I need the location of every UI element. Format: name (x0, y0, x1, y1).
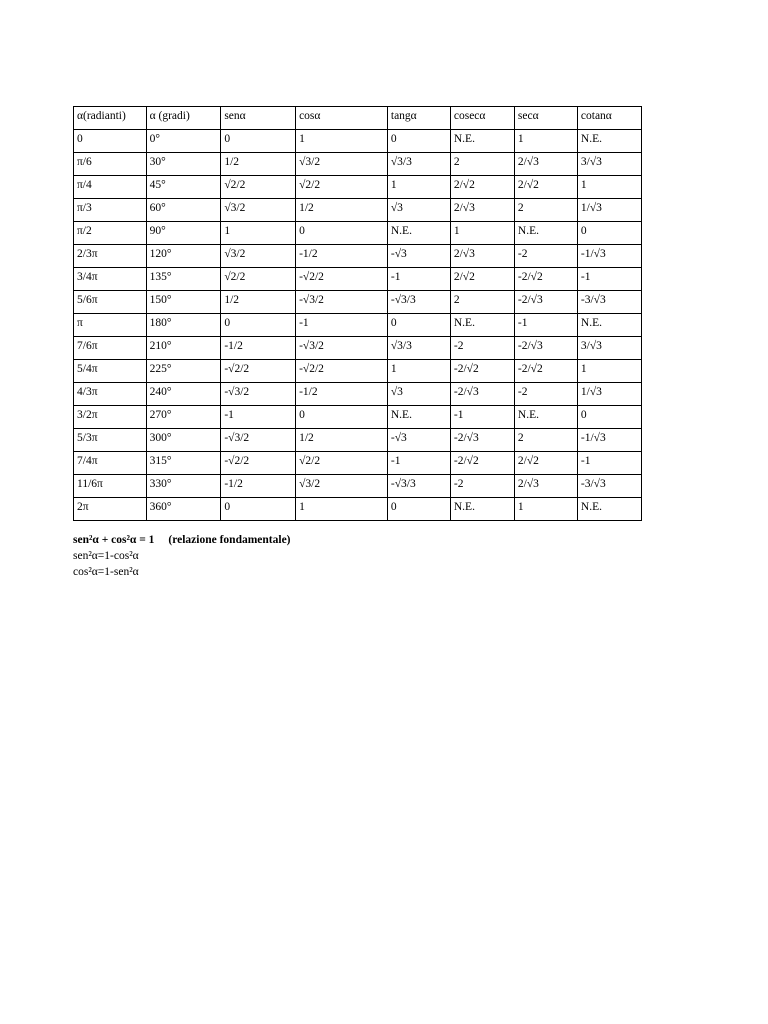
cell-csc: 1 (450, 222, 514, 245)
cell-tan: -1 (387, 268, 450, 291)
cell-radians: 7/4π (74, 452, 147, 475)
cell-sec: -2/√2 (514, 360, 577, 383)
cell-csc: -2 (450, 337, 514, 360)
cell-cos: -1/2 (296, 245, 388, 268)
cell-cot: 0 (577, 222, 641, 245)
cell-degrees: 120° (146, 245, 221, 268)
cell-tan: -√3/3 (387, 291, 450, 314)
cell-sin: 0 (221, 498, 296, 521)
sin-squared-formula: sen²α=1-cos²α (73, 550, 139, 562)
cell-cot: -1/√3 (577, 245, 641, 268)
cell-sin: √2/2 (221, 176, 296, 199)
cell-cot: -1/√3 (577, 429, 641, 452)
fundamental-relation (73, 532, 291, 548)
cell-degrees: 315° (146, 452, 221, 475)
header-csc: cosecα (450, 107, 514, 130)
cell-sin: 0 (221, 130, 296, 153)
cell-radians: 3/2π (74, 406, 147, 429)
cell-radians: 3/4π (74, 268, 147, 291)
cell-tan: -1 (387, 452, 450, 475)
cell-cos: 1/2 (296, 199, 388, 222)
cell-sec: 2 (514, 199, 577, 222)
table-row (74, 498, 642, 521)
cell-radians: π/3 (74, 199, 147, 222)
cell-radians: π/4 (74, 176, 147, 199)
fundamental-formula: sen²α + cos²α = 1 (73, 534, 155, 546)
cell-sin: -1 (221, 406, 296, 429)
cell-radians: 0 (74, 130, 147, 153)
cell-sin: -√3/2 (221, 383, 296, 406)
cell-sin: √3/2 (221, 245, 296, 268)
cell-tan: N.E. (387, 222, 450, 245)
cell-cos: √3/2 (296, 153, 388, 176)
cell-degrees: 240° (146, 383, 221, 406)
cell-radians: 11/6π (74, 475, 147, 498)
cell-radians: 7/6π (74, 337, 147, 360)
cell-csc: -2/√3 (450, 429, 514, 452)
cell-cot: N.E. (577, 498, 641, 521)
cell-degrees: 225° (146, 360, 221, 383)
cell-cos: -1/2 (296, 383, 388, 406)
cell-cos: -√3/2 (296, 337, 388, 360)
cell-degrees: 330° (146, 475, 221, 498)
cell-radians: π/6 (74, 153, 147, 176)
table-row (74, 222, 642, 245)
cell-sec: -2 (514, 383, 577, 406)
cell-tan: N.E. (387, 406, 450, 429)
cell-cot: -3/√3 (577, 291, 641, 314)
table-row (74, 153, 642, 176)
table-row (74, 199, 642, 222)
cell-tan: 0 (387, 314, 450, 337)
cell-cos: √2/2 (296, 452, 388, 475)
cell-tan: -√3 (387, 429, 450, 452)
table-row (74, 268, 642, 291)
cell-degrees: 150° (146, 291, 221, 314)
cell-tan: √3 (387, 383, 450, 406)
header-degrees: α (gradi) (146, 107, 221, 130)
cell-degrees: 360° (146, 498, 221, 521)
cell-cos: 0 (296, 406, 388, 429)
cell-radians: 4/3π (74, 383, 147, 406)
cell-tan: -√3 (387, 245, 450, 268)
formulas-block (73, 532, 291, 580)
cell-sin: -√2/2 (221, 452, 296, 475)
cell-degrees: 210° (146, 337, 221, 360)
trig-values-table (73, 106, 642, 521)
cell-radians: 2/3π (74, 245, 147, 268)
cell-sec: 1 (514, 498, 577, 521)
table-row (74, 360, 642, 383)
table-row (74, 337, 642, 360)
cos-squared-formula: cos²α=1-sen²α (73, 566, 139, 578)
cell-radians: π/2 (74, 222, 147, 245)
cell-csc: 2 (450, 153, 514, 176)
cell-tan: 0 (387, 498, 450, 521)
cell-cos: √3/2 (296, 475, 388, 498)
cell-cos: 1 (296, 130, 388, 153)
cell-csc: -2/√2 (450, 360, 514, 383)
cell-cos: -√2/2 (296, 268, 388, 291)
cell-sec: -1 (514, 314, 577, 337)
cell-csc: 2/√3 (450, 199, 514, 222)
cell-cot: 1 (577, 360, 641, 383)
cell-cot: -3/√3 (577, 475, 641, 498)
cell-cot: 1 (577, 176, 641, 199)
cell-sin: -1/2 (221, 475, 296, 498)
cell-tan: √3 (387, 199, 450, 222)
cell-degrees: 60° (146, 199, 221, 222)
cell-tan: √3/3 (387, 153, 450, 176)
cell-sec: 2/√3 (514, 475, 577, 498)
cell-radians: 5/4π (74, 360, 147, 383)
cell-degrees: 180° (146, 314, 221, 337)
cell-sec: 2/√2 (514, 452, 577, 475)
table-row (74, 452, 642, 475)
cell-sec: 2/√2 (514, 176, 577, 199)
cell-tan: 0 (387, 130, 450, 153)
cell-degrees: 45° (146, 176, 221, 199)
cell-cos: 1/2 (296, 429, 388, 452)
table-row (74, 176, 642, 199)
cell-cos: -√2/2 (296, 360, 388, 383)
table-row (74, 314, 642, 337)
cell-csc: -2 (450, 475, 514, 498)
cell-cot: 3/√3 (577, 337, 641, 360)
table-row (74, 429, 642, 452)
cell-sec: N.E. (514, 222, 577, 245)
cell-degrees: 135° (146, 268, 221, 291)
cell-csc: 2/√2 (450, 268, 514, 291)
cell-radians: 5/3π (74, 429, 147, 452)
header-cos: cosα (296, 107, 388, 130)
cell-csc: 2 (450, 291, 514, 314)
cell-radians: 5/6π (74, 291, 147, 314)
cell-cot: N.E. (577, 130, 641, 153)
table-row (74, 245, 642, 268)
cell-sec: -2 (514, 245, 577, 268)
cell-cot: N.E. (577, 314, 641, 337)
cell-csc: 2/√2 (450, 176, 514, 199)
table-row (74, 406, 642, 429)
cell-degrees: 270° (146, 406, 221, 429)
cell-cos: √2/2 (296, 176, 388, 199)
cell-tan: √3/3 (387, 337, 450, 360)
cell-cot: 1/√3 (577, 383, 641, 406)
table-row (74, 291, 642, 314)
cell-sec: N.E. (514, 406, 577, 429)
cell-sin: 1 (221, 222, 296, 245)
table-row (74, 130, 642, 153)
cell-cos: -1 (296, 314, 388, 337)
fundamental-note: (relazione fondamentale) (168, 534, 291, 546)
cell-csc: N.E. (450, 130, 514, 153)
cell-tan: 1 (387, 360, 450, 383)
cell-csc: -2/√3 (450, 383, 514, 406)
cell-sin: -1/2 (221, 337, 296, 360)
cell-degrees: 300° (146, 429, 221, 452)
cell-degrees: 30° (146, 153, 221, 176)
table-row (74, 475, 642, 498)
cell-sin: -√3/2 (221, 429, 296, 452)
header-cot: cotanα (577, 107, 641, 130)
cell-cot: 1/√3 (577, 199, 641, 222)
cell-sin: 1/2 (221, 291, 296, 314)
cell-sec: 1 (514, 130, 577, 153)
cell-sec: 2 (514, 429, 577, 452)
cell-csc: N.E. (450, 498, 514, 521)
table-header-row (74, 107, 642, 130)
header-sin: senα (221, 107, 296, 130)
header-radians: α(radianti) (74, 107, 147, 130)
cell-sec: -2/√2 (514, 268, 577, 291)
cell-sec: -2/√3 (514, 291, 577, 314)
cell-radians: 2π (74, 498, 147, 521)
cell-cot: 3/√3 (577, 153, 641, 176)
cell-degrees: 90° (146, 222, 221, 245)
cell-sin: 1/2 (221, 153, 296, 176)
cell-degrees: 0° (146, 130, 221, 153)
cell-cot: -1 (577, 452, 641, 475)
cell-cos: -√3/2 (296, 291, 388, 314)
header-tan: tangα (387, 107, 450, 130)
table-row (74, 383, 642, 406)
cell-tan: 1 (387, 176, 450, 199)
cell-csc: N.E. (450, 314, 514, 337)
cell-radians: π (74, 314, 147, 337)
cell-csc: -2/√2 (450, 452, 514, 475)
cell-sin: √3/2 (221, 199, 296, 222)
cell-sec: 2/√3 (514, 153, 577, 176)
header-sec: secα (514, 107, 577, 130)
cell-sin: √2/2 (221, 268, 296, 291)
cell-tan: -√3/3 (387, 475, 450, 498)
cell-sin: 0 (221, 314, 296, 337)
table-body (74, 130, 642, 521)
cell-cos: 1 (296, 498, 388, 521)
cell-sec: -2/√3 (514, 337, 577, 360)
cell-cos: 0 (296, 222, 388, 245)
cell-cot: 0 (577, 406, 641, 429)
cell-cot: -1 (577, 268, 641, 291)
cell-sin: -√2/2 (221, 360, 296, 383)
cell-csc: -1 (450, 406, 514, 429)
cell-csc: 2/√3 (450, 245, 514, 268)
